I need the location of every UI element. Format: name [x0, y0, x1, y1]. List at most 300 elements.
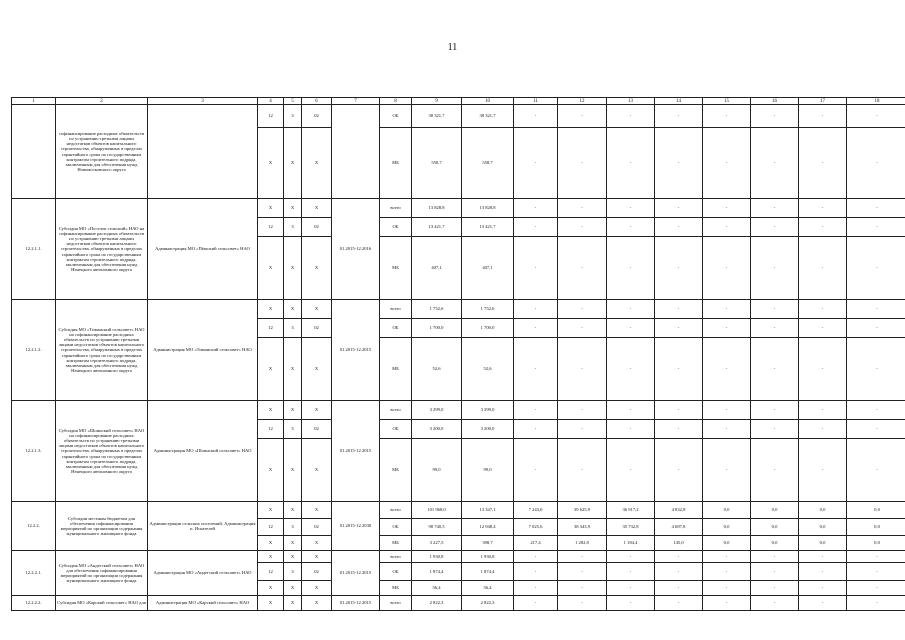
- kbk-a-cell: X: [258, 439, 284, 502]
- year-2015-cell: 3 299,0: [462, 401, 514, 420]
- kbk-a-cell: X: [258, 128, 284, 199]
- total-cell: 99,0: [412, 439, 462, 502]
- year-value-cell: -: [558, 420, 607, 439]
- year-2015-cell: 12 948,4: [462, 519, 514, 536]
- year-value-cell: -: [703, 300, 751, 319]
- code-cell: 12.2.2.1.: [12, 551, 56, 596]
- year-value-cell: 4 687,8: [655, 519, 703, 536]
- year-value-cell: -: [799, 551, 847, 563]
- year-value-cell: 0,0: [847, 502, 905, 519]
- column-number: 11: [514, 98, 558, 105]
- year-value-cell: 36 917,2: [607, 502, 655, 519]
- kbk-c-cell: X: [302, 551, 332, 563]
- year-value-cell: -: [558, 105, 607, 128]
- year-value-cell: -: [703, 596, 751, 611]
- column-number: 2: [56, 98, 148, 105]
- source-cell: МБ: [380, 536, 412, 551]
- year-value-cell: -: [514, 596, 558, 611]
- year-value-cell: -: [607, 300, 655, 319]
- code-cell: 12.2.1.3.: [12, 401, 56, 502]
- column-number: 9: [412, 98, 462, 105]
- total-cell: 3 299,0: [412, 401, 462, 420]
- source-cell: МБ: [380, 581, 412, 596]
- year-value-cell: -: [558, 199, 607, 218]
- year-value-cell: -: [751, 563, 799, 581]
- year-value-cell: 0,0: [847, 519, 905, 536]
- year-value-cell: 35 732,8: [607, 519, 655, 536]
- year-value-cell: 0,0: [799, 536, 847, 551]
- kbk-c-cell: X: [302, 581, 332, 596]
- code-cell: 12.2.2.: [12, 502, 56, 551]
- total-cell: 13 828,8: [412, 199, 462, 218]
- year-value-cell: -: [799, 105, 847, 128]
- year-value-cell: -: [514, 439, 558, 502]
- year-value-cell: -: [607, 319, 655, 338]
- executor-cell: Администрация МО «Шоинский сельсовет» НАО: [148, 401, 258, 502]
- column-number: 8: [380, 98, 412, 105]
- period-cell: [332, 105, 380, 199]
- column-number: 1: [12, 98, 56, 105]
- year-value-cell: -: [799, 338, 847, 401]
- total-cell: 1 874,4: [412, 563, 462, 581]
- year-2015-cell: 99,0: [462, 439, 514, 502]
- kbk-b-cell: X: [284, 502, 302, 519]
- year-value-cell: -: [703, 218, 751, 237]
- year-value-cell: -: [799, 439, 847, 502]
- period-cell: 01.2015-12.2030: [332, 502, 380, 551]
- column-number: 6: [302, 98, 332, 105]
- year-value-cell: -: [607, 563, 655, 581]
- year-value-cell: -: [799, 563, 847, 581]
- year-value-cell: -: [847, 218, 905, 237]
- year-value-cell: -: [799, 581, 847, 596]
- column-number: 15: [703, 98, 751, 105]
- kbk-a-cell: X: [258, 551, 284, 563]
- period-cell: 01.2015-12.2015: [332, 551, 380, 596]
- total-cell: 1 752,6: [412, 300, 462, 319]
- year-2015-cell: 398,7: [462, 536, 514, 551]
- column-number: 4: [258, 98, 284, 105]
- year-value-cell: -: [655, 218, 703, 237]
- total-cell: 407,1: [412, 237, 462, 300]
- executor-cell: Администрация МО «Андегский сельсовет» НАО: [148, 551, 258, 596]
- kbk-b-cell: 3: [284, 105, 302, 128]
- source-cell: МБ: [380, 128, 412, 199]
- source-cell: ОБ: [380, 319, 412, 338]
- year-value-cell: -: [655, 300, 703, 319]
- executor-cell: Администрация МО «Карский сельсовет» НАО: [148, 596, 258, 611]
- year-value-cell: -: [607, 218, 655, 237]
- year-value-cell: -: [751, 300, 799, 319]
- year-value-cell: -: [607, 338, 655, 401]
- year-value-cell: -: [703, 319, 751, 338]
- description-cell: Субсидия МО «Карский сельсовет» НАО для: [56, 596, 148, 611]
- year-2015-cell: 13 421,7: [462, 218, 514, 237]
- year-value-cell: -: [799, 596, 847, 611]
- kbk-b-cell: X: [284, 551, 302, 563]
- year-value-cell: -: [703, 128, 751, 199]
- year-value-cell: -: [514, 563, 558, 581]
- table-row: [12, 300, 905, 319]
- kbk-c-cell: 02: [302, 218, 332, 237]
- year-value-cell: -: [751, 218, 799, 237]
- source-cell: всего: [380, 199, 412, 218]
- year-value-cell: -: [847, 596, 905, 611]
- year-value-cell: 7 025,6: [514, 519, 558, 536]
- year-value-cell: 0,0: [751, 502, 799, 519]
- year-value-cell: -: [558, 319, 607, 338]
- kbk-a-cell: 12: [258, 105, 284, 128]
- year-2015-cell: 1 700,0: [462, 319, 514, 338]
- year-value-cell: -: [847, 128, 905, 199]
- year-value-cell: -: [514, 105, 558, 128]
- year-2015-cell: 1 930,8: [462, 551, 514, 563]
- period-cell: 01.2015-12.2016: [332, 199, 380, 300]
- kbk-c-cell: X: [302, 338, 332, 401]
- year-value-cell: -: [703, 237, 751, 300]
- year-value-cell: -: [847, 439, 905, 502]
- source-cell: МБ: [380, 338, 412, 401]
- year-2015-cell: 1 752,6: [462, 300, 514, 319]
- year-value-cell: -: [751, 237, 799, 300]
- year-value-cell: -: [655, 128, 703, 199]
- year-value-cell: -: [751, 439, 799, 502]
- year-value-cell: -: [703, 401, 751, 420]
- total-cell: 38 321,7: [412, 105, 462, 128]
- year-2015-cell: 56,4: [462, 581, 514, 596]
- kbk-a-cell: 12: [258, 319, 284, 338]
- year-2015-cell: 1 874,4: [462, 563, 514, 581]
- kbk-c-cell: 02: [302, 420, 332, 439]
- total-cell: 3 227,5: [412, 536, 462, 551]
- period-cell: 01.2015-12.2015: [332, 596, 380, 611]
- year-value-cell: -: [607, 128, 655, 199]
- year-value-cell: -: [558, 338, 607, 401]
- year-value-cell: -: [751, 420, 799, 439]
- description-cell: Субсидия МО «Андегский сельсовет» НАО для обеспечения софинансирования мероприятий по организации содержания муниципального жилищного фонда: [56, 551, 148, 596]
- year-value-cell: -: [558, 401, 607, 420]
- description-cell: Субсидия МО «Поселок сельский» НАО на софинансирование расходных обязательств по устранению третьими лицами недостатков объектов капитального строительства, обнаруженных в пределах гарантийного срока по государственным контрактам строительного подряда, заключенным для обеспечения нужд Ненецкого автономного округа: [56, 199, 148, 300]
- source-cell: всего: [380, 596, 412, 611]
- kbk-a-cell: X: [258, 536, 284, 551]
- year-value-cell: 39 625,9: [558, 502, 607, 519]
- year-value-cell: -: [847, 338, 905, 401]
- kbk-c-cell: X: [302, 502, 332, 519]
- source-cell: ОБ: [380, 519, 412, 536]
- year-value-cell: -: [514, 581, 558, 596]
- total-cell: 1 700,0: [412, 319, 462, 338]
- kbk-c-cell: 02: [302, 519, 332, 536]
- year-value-cell: -: [514, 401, 558, 420]
- year-value-cell: -: [655, 199, 703, 218]
- kbk-c-cell: X: [302, 199, 332, 218]
- year-value-cell: -: [558, 300, 607, 319]
- year-value-cell: 7 243,0: [514, 502, 558, 519]
- kbk-b-cell: 3: [284, 319, 302, 338]
- code-cell: 12.2.1.1.: [12, 199, 56, 300]
- table-row: [12, 105, 905, 128]
- total-cell: 1 930,8: [412, 551, 462, 563]
- year-value-cell: -: [751, 551, 799, 563]
- kbk-c-cell: X: [302, 300, 332, 319]
- year-value-cell: -: [847, 420, 905, 439]
- source-cell: всего: [380, 401, 412, 420]
- column-number: 17: [799, 98, 847, 105]
- year-value-cell: -: [558, 563, 607, 581]
- total-cell: 558,7: [412, 128, 462, 199]
- year-2015-cell: 13 347,1: [462, 502, 514, 519]
- year-value-cell: -: [655, 420, 703, 439]
- kbk-c-cell: X: [302, 237, 332, 300]
- year-2015-cell: 2 822,3: [462, 596, 514, 611]
- total-cell: 13 421,7: [412, 218, 462, 237]
- kbk-a-cell: 12: [258, 563, 284, 581]
- source-cell: всего: [380, 551, 412, 563]
- year-value-cell: 217,4: [514, 536, 558, 551]
- kbk-b-cell: X: [284, 439, 302, 502]
- year-value-cell: -: [655, 596, 703, 611]
- year-value-cell: -: [514, 420, 558, 439]
- year-value-cell: -: [799, 401, 847, 420]
- executor-cell: Администрация МО «Пёшский сельсовет» НАО: [148, 199, 258, 300]
- year-value-cell: -: [751, 596, 799, 611]
- year-value-cell: 0,0: [799, 519, 847, 536]
- kbk-b-cell: X: [284, 338, 302, 401]
- year-value-cell: -: [703, 439, 751, 502]
- year-value-cell: -: [847, 581, 905, 596]
- kbk-a-cell: X: [258, 199, 284, 218]
- table-row: [12, 199, 905, 218]
- year-value-cell: -: [514, 551, 558, 563]
- year-value-cell: -: [751, 105, 799, 128]
- kbk-a-cell: 12: [258, 420, 284, 439]
- year-value-cell: -: [607, 551, 655, 563]
- total-cell: 98 740,5: [412, 519, 462, 536]
- year-value-cell: -: [751, 199, 799, 218]
- year-value-cell: -: [655, 439, 703, 502]
- column-number: 10: [462, 98, 514, 105]
- year-2015-cell: 38 321,7: [462, 105, 514, 128]
- kbk-b-cell: X: [284, 536, 302, 551]
- year-value-cell: 0,0: [751, 519, 799, 536]
- kbk-a-cell: 12: [258, 519, 284, 536]
- kbk-c-cell: X: [302, 596, 332, 611]
- year-2015-cell: 13 828,8: [462, 199, 514, 218]
- year-value-cell: -: [751, 338, 799, 401]
- column-number: 5: [284, 98, 302, 105]
- year-value-cell: 0,0: [703, 536, 751, 551]
- kbk-c-cell: X: [302, 536, 332, 551]
- year-value-cell: -: [558, 218, 607, 237]
- year-value-cell: 0,0: [751, 536, 799, 551]
- year-value-cell: 0,0: [847, 536, 905, 551]
- kbk-a-cell: X: [258, 300, 284, 319]
- description-cell: Субсидии местным бюджетам для обеспечения софинансирования мероприятий по организации содержания муниципального жилищного фонда: [56, 502, 148, 551]
- source-cell: ОБ: [380, 218, 412, 237]
- table-row: [12, 551, 905, 563]
- source-cell: ОБ: [380, 563, 412, 581]
- year-2015-cell: 558,7: [462, 128, 514, 199]
- year-2015-cell: 52,6: [462, 338, 514, 401]
- year-value-cell: 0,0: [799, 502, 847, 519]
- kbk-b-cell: 3: [284, 563, 302, 581]
- kbk-a-cell: X: [258, 596, 284, 611]
- year-value-cell: -: [558, 551, 607, 563]
- year-value-cell: -: [799, 300, 847, 319]
- year-value-cell: -: [847, 300, 905, 319]
- table-row: [12, 502, 905, 519]
- year-value-cell: -: [607, 237, 655, 300]
- column-number: 12: [558, 98, 607, 105]
- kbk-a-cell: X: [258, 237, 284, 300]
- year-value-cell: 1 282,0: [558, 536, 607, 551]
- kbk-b-cell: 3: [284, 519, 302, 536]
- year-value-cell: -: [558, 581, 607, 596]
- year-value-cell: 0,0: [703, 502, 751, 519]
- source-cell: МБ: [380, 439, 412, 502]
- year-value-cell: -: [655, 319, 703, 338]
- code-cell: [12, 105, 56, 199]
- year-value-cell: -: [703, 581, 751, 596]
- year-value-cell: -: [847, 319, 905, 338]
- year-value-cell: -: [703, 420, 751, 439]
- source-cell: всего: [380, 300, 412, 319]
- year-value-cell: -: [703, 338, 751, 401]
- year-value-cell: -: [655, 563, 703, 581]
- year-value-cell: -: [514, 128, 558, 199]
- kbk-c-cell: X: [302, 128, 332, 199]
- description-cell: Субсидия МО «Шоинский сельсовет» НАО на софинансирование расходных обязательств по устранению третьими лицами недостатков объектов капитального строительства, обнаруженных в пределах гарантийного срока по государственным контрактам строительного подряда, заключенным для обеспечения нужд Ненецкого автономного округа: [56, 401, 148, 502]
- executor-cell: Администрация МО «Тиманский сельсовет» НАО: [148, 300, 258, 401]
- year-value-cell: -: [558, 439, 607, 502]
- year-value-cell: -: [799, 199, 847, 218]
- year-value-cell: 0,0: [703, 519, 751, 536]
- year-value-cell: -: [799, 218, 847, 237]
- year-value-cell: -: [799, 319, 847, 338]
- kbk-b-cell: X: [284, 300, 302, 319]
- kbk-b-cell: X: [284, 199, 302, 218]
- year-value-cell: -: [799, 420, 847, 439]
- executor-cell: [148, 105, 258, 199]
- year-value-cell: -: [607, 401, 655, 420]
- total-cell: 3 200,0: [412, 420, 462, 439]
- column-number: 7: [332, 98, 380, 105]
- kbk-c-cell: X: [302, 401, 332, 420]
- column-number: 13: [607, 98, 655, 105]
- year-value-cell: -: [558, 237, 607, 300]
- year-value-cell: -: [847, 401, 905, 420]
- kbk-a-cell: 12: [258, 218, 284, 237]
- year-value-cell: 1 184,4: [607, 536, 655, 551]
- kbk-b-cell: X: [284, 237, 302, 300]
- kbk-c-cell: 02: [302, 319, 332, 338]
- year-value-cell: -: [847, 551, 905, 563]
- year-value-cell: -: [514, 237, 558, 300]
- kbk-c-cell: 02: [302, 563, 332, 581]
- year-value-cell: -: [514, 199, 558, 218]
- year-value-cell: -: [607, 420, 655, 439]
- period-cell: 01.2015-12.2015: [332, 300, 380, 401]
- kbk-b-cell: 3: [284, 218, 302, 237]
- year-value-cell: -: [751, 581, 799, 596]
- year-value-cell: -: [607, 596, 655, 611]
- column-number: 16: [751, 98, 799, 105]
- year-value-cell: -: [655, 551, 703, 563]
- year-value-cell: -: [514, 319, 558, 338]
- kbk-a-cell: X: [258, 502, 284, 519]
- year-value-cell: -: [751, 319, 799, 338]
- page-number: 11: [447, 42, 458, 53]
- kbk-b-cell: X: [284, 128, 302, 199]
- kbk-c-cell: X: [302, 439, 332, 502]
- year-value-cell: -: [703, 551, 751, 563]
- code-cell: 12.2.2.2.: [12, 596, 56, 611]
- column-number: 3: [148, 98, 258, 105]
- year-value-cell: -: [607, 105, 655, 128]
- year-value-cell: 145,0: [655, 536, 703, 551]
- year-value-cell: -: [655, 581, 703, 596]
- kbk-b-cell: 3: [284, 420, 302, 439]
- year-value-cell: -: [607, 581, 655, 596]
- year-value-cell: -: [655, 338, 703, 401]
- kbk-a-cell: X: [258, 401, 284, 420]
- kbk-b-cell: X: [284, 401, 302, 420]
- kbk-b-cell: X: [284, 596, 302, 611]
- year-value-cell: -: [703, 563, 751, 581]
- code-cell: 12.2.1.2.: [12, 300, 56, 401]
- source-cell: ОБ: [380, 105, 412, 128]
- year-value-cell: -: [655, 237, 703, 300]
- column-number: 14: [655, 98, 703, 105]
- year-value-cell: -: [703, 199, 751, 218]
- year-2015-cell: 3 200,0: [462, 420, 514, 439]
- year-value-cell: -: [655, 105, 703, 128]
- source-cell: ОБ: [380, 420, 412, 439]
- table-row: [12, 401, 905, 420]
- kbk-c-cell: 02: [302, 105, 332, 128]
- year-value-cell: -: [799, 128, 847, 199]
- year-value-cell: -: [703, 105, 751, 128]
- description-cell: Субсидия МО «Тиманский сельсовет» НАО на софинансирование расходных обязательств по устранению третьими лицами недостатков объектов капитального строительства, обнаруженных в пределах гарантийного срока по государственным контрактам строительного подряда, заключенным для обеспечения нужд Ненецкого автономного округа: [56, 300, 148, 401]
- table-row: [12, 596, 905, 611]
- year-value-cell: -: [514, 218, 558, 237]
- total-cell: 2 822,3: [412, 596, 462, 611]
- year-value-cell: -: [607, 439, 655, 502]
- source-cell: всего: [380, 502, 412, 519]
- year-2015-cell: 407,1: [462, 237, 514, 300]
- kbk-b-cell: X: [284, 581, 302, 596]
- year-value-cell: 4 832,8: [655, 502, 703, 519]
- column-number: 18: [847, 98, 905, 105]
- year-value-cell: -: [751, 401, 799, 420]
- total-cell: 56,4: [412, 581, 462, 596]
- total-cell: 52,6: [412, 338, 462, 401]
- year-value-cell: -: [607, 199, 655, 218]
- description-cell: софинансирование расходных обязательств по устранению третьими лицами недостатков объектов капитального строительства, обнаруженных в пределах гарантийного срока по государственным контрактам строительного подряда, заключенным для обеспечения нужд Новомосковского округа: [56, 105, 148, 199]
- year-value-cell: -: [847, 199, 905, 218]
- column-number-row: [12, 98, 905, 105]
- year-value-cell: -: [514, 300, 558, 319]
- year-value-cell: -: [655, 401, 703, 420]
- year-value-cell: -: [847, 237, 905, 300]
- executor-cell: Администрации сельских поселений, Администрация п. Искателей: [148, 502, 258, 551]
- year-value-cell: -: [558, 128, 607, 199]
- kbk-a-cell: X: [258, 338, 284, 401]
- period-cell: 01.2015-12.2015: [332, 401, 380, 502]
- year-value-cell: -: [514, 338, 558, 401]
- year-value-cell: -: [847, 563, 905, 581]
- kbk-a-cell: X: [258, 581, 284, 596]
